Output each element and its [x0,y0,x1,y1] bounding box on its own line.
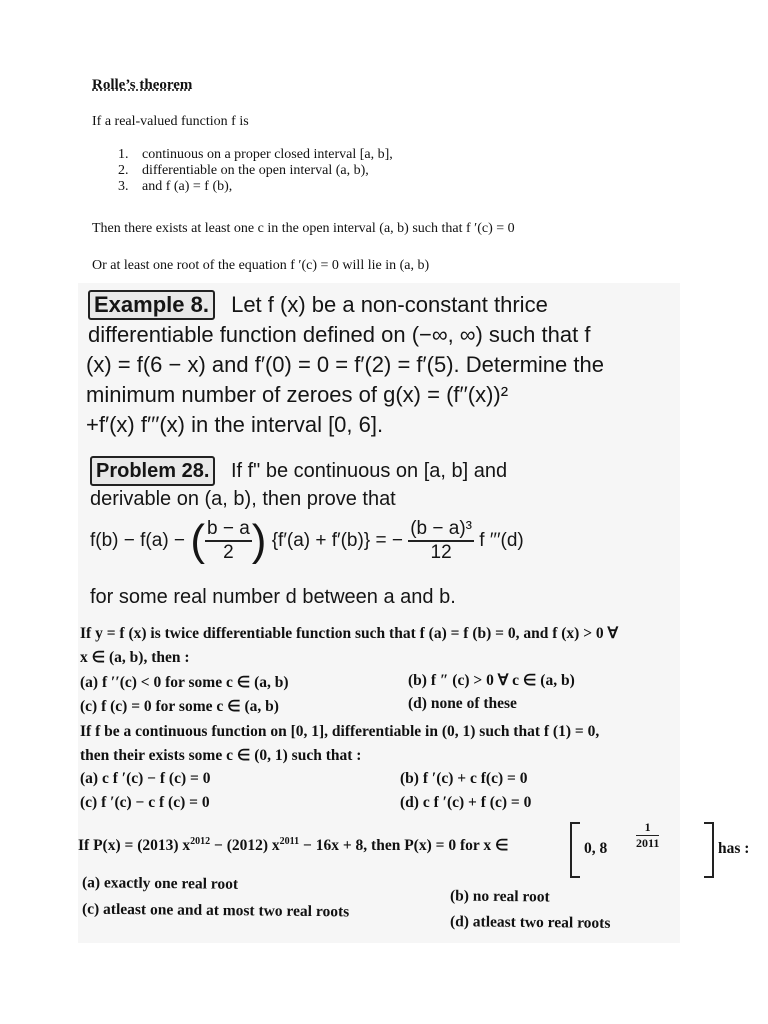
fraction-cube-over-12: $\frac{\text{(b − a)³}}{12}$ [410,518,472,563]
q2-stem-line2: then their exists some c ∈ (0, 1) such that : [80,747,362,764]
example8-line5: +f′(x) f′′′(x) in the interval [0, 6]. [86,412,384,437]
interval-right-bracket [704,822,714,878]
root-statement: Or at least one root of the equation f ′(c) = 0 will lie in (a, b) [92,258,430,273]
q1-option-d: (d) none of these [408,695,517,712]
section-title: Rolle’s theorem [92,77,193,93]
q1-stem-line2: x ∈ (a, b), then : [80,649,190,666]
problem28-line1: Problem 28. If f" be continuous on [a, b] and [90,456,507,486]
q2-option-c: (c) f ′(c) − c f (c) = 0 [80,794,210,811]
problem28-line-end: for some real number d between a and b. [90,586,456,608]
q2-option-a: (a) c f ′(c) − f (c) = 0 [80,770,211,787]
q2-stem-line1: If f be a continuous function on [0, 1], differentiable in (0, 1) such that f (1) = 0, [80,723,600,740]
example8-line1: Example 8. Let f (x) be a non-constant thrice [88,290,548,320]
example8-line3: (x) = f(6 − x) and f′(0) = 0 = f′(2) = f′(5). Determine the [86,352,604,377]
q3-option-a: (a) exactly one real root [81,874,239,893]
q2-option-d: (d) c f ′(c) + f (c) = 0 [400,794,532,811]
q1-option-c: (c) f (c) = 0 for some c ∈ (a, b) [80,698,279,715]
q3-interval-exponent: $\frac{1}{2011}$ [636,820,660,850]
theorem-intro: If a real-valued function f is [92,114,249,129]
problem28-line2: derivable on (a, b), then prove that [90,488,396,510]
fraction-b-minus-a-over-2: $\frac{b - a}{2}$ [206,518,250,563]
problem28-formula: f(b) − f(a) − ( $\frac{b - a}{2}$ ) {f′(a) + f′(b)} = − $\frac{\text{(b − a)³}}{12}$ f ′′′(d) [90,516,524,565]
problem28-tag: Problem 28. [90,456,215,486]
q3-stem-end: has : [718,840,750,857]
condition-item: 3. and f (a) = f (b), [118,179,233,194]
q3-option-c: (c) atleast one and at most two real roots [81,900,350,921]
q3-stem: If P(x) = (2013) $x^{2012} - (2012) x^{2011} - 16x + 8$, then P(x) = 0 for x ∈ [78,836,509,855]
theorem-conclusion: Then there exists at least one c in the open interval (a, b) such that f ′(c) = 0 [92,221,515,236]
example8-tag: Example 8. [88,290,215,320]
q1-option-b: (b) f ″ (c) > 0 ∀ c ∈ (a, b) [408,672,575,689]
q3-interval: 0, 8 [584,840,608,857]
condition-item: 2. differentiable on the open interval (a, b), [118,163,369,178]
q1-stem-line1: If y = f (x) is twice differentiable function such that f (a) = f (b) = 0, and f (x) > 0 ∀ [80,625,619,642]
interval-left-bracket [570,822,580,878]
condition-item: 1. continuous on a proper closed interval [a, b], [118,147,393,162]
q3-option-d: (d) atleast two real roots [449,913,611,932]
q1-option-a: (a) f ′′(c) < 0 for some c ∈ (a, b) [80,674,289,691]
example8-line4: minimum number of zeroes of g(x) = (f′′(x))² [86,382,509,407]
q3-option-b: (b) no real root [449,887,550,906]
condition-list [118,147,393,195]
example8-line2: differentiable function defined on (−∞, ∞) such that f [88,322,591,347]
q2-option-b: (b) f ′(c) + c f(c) = 0 [400,770,528,787]
